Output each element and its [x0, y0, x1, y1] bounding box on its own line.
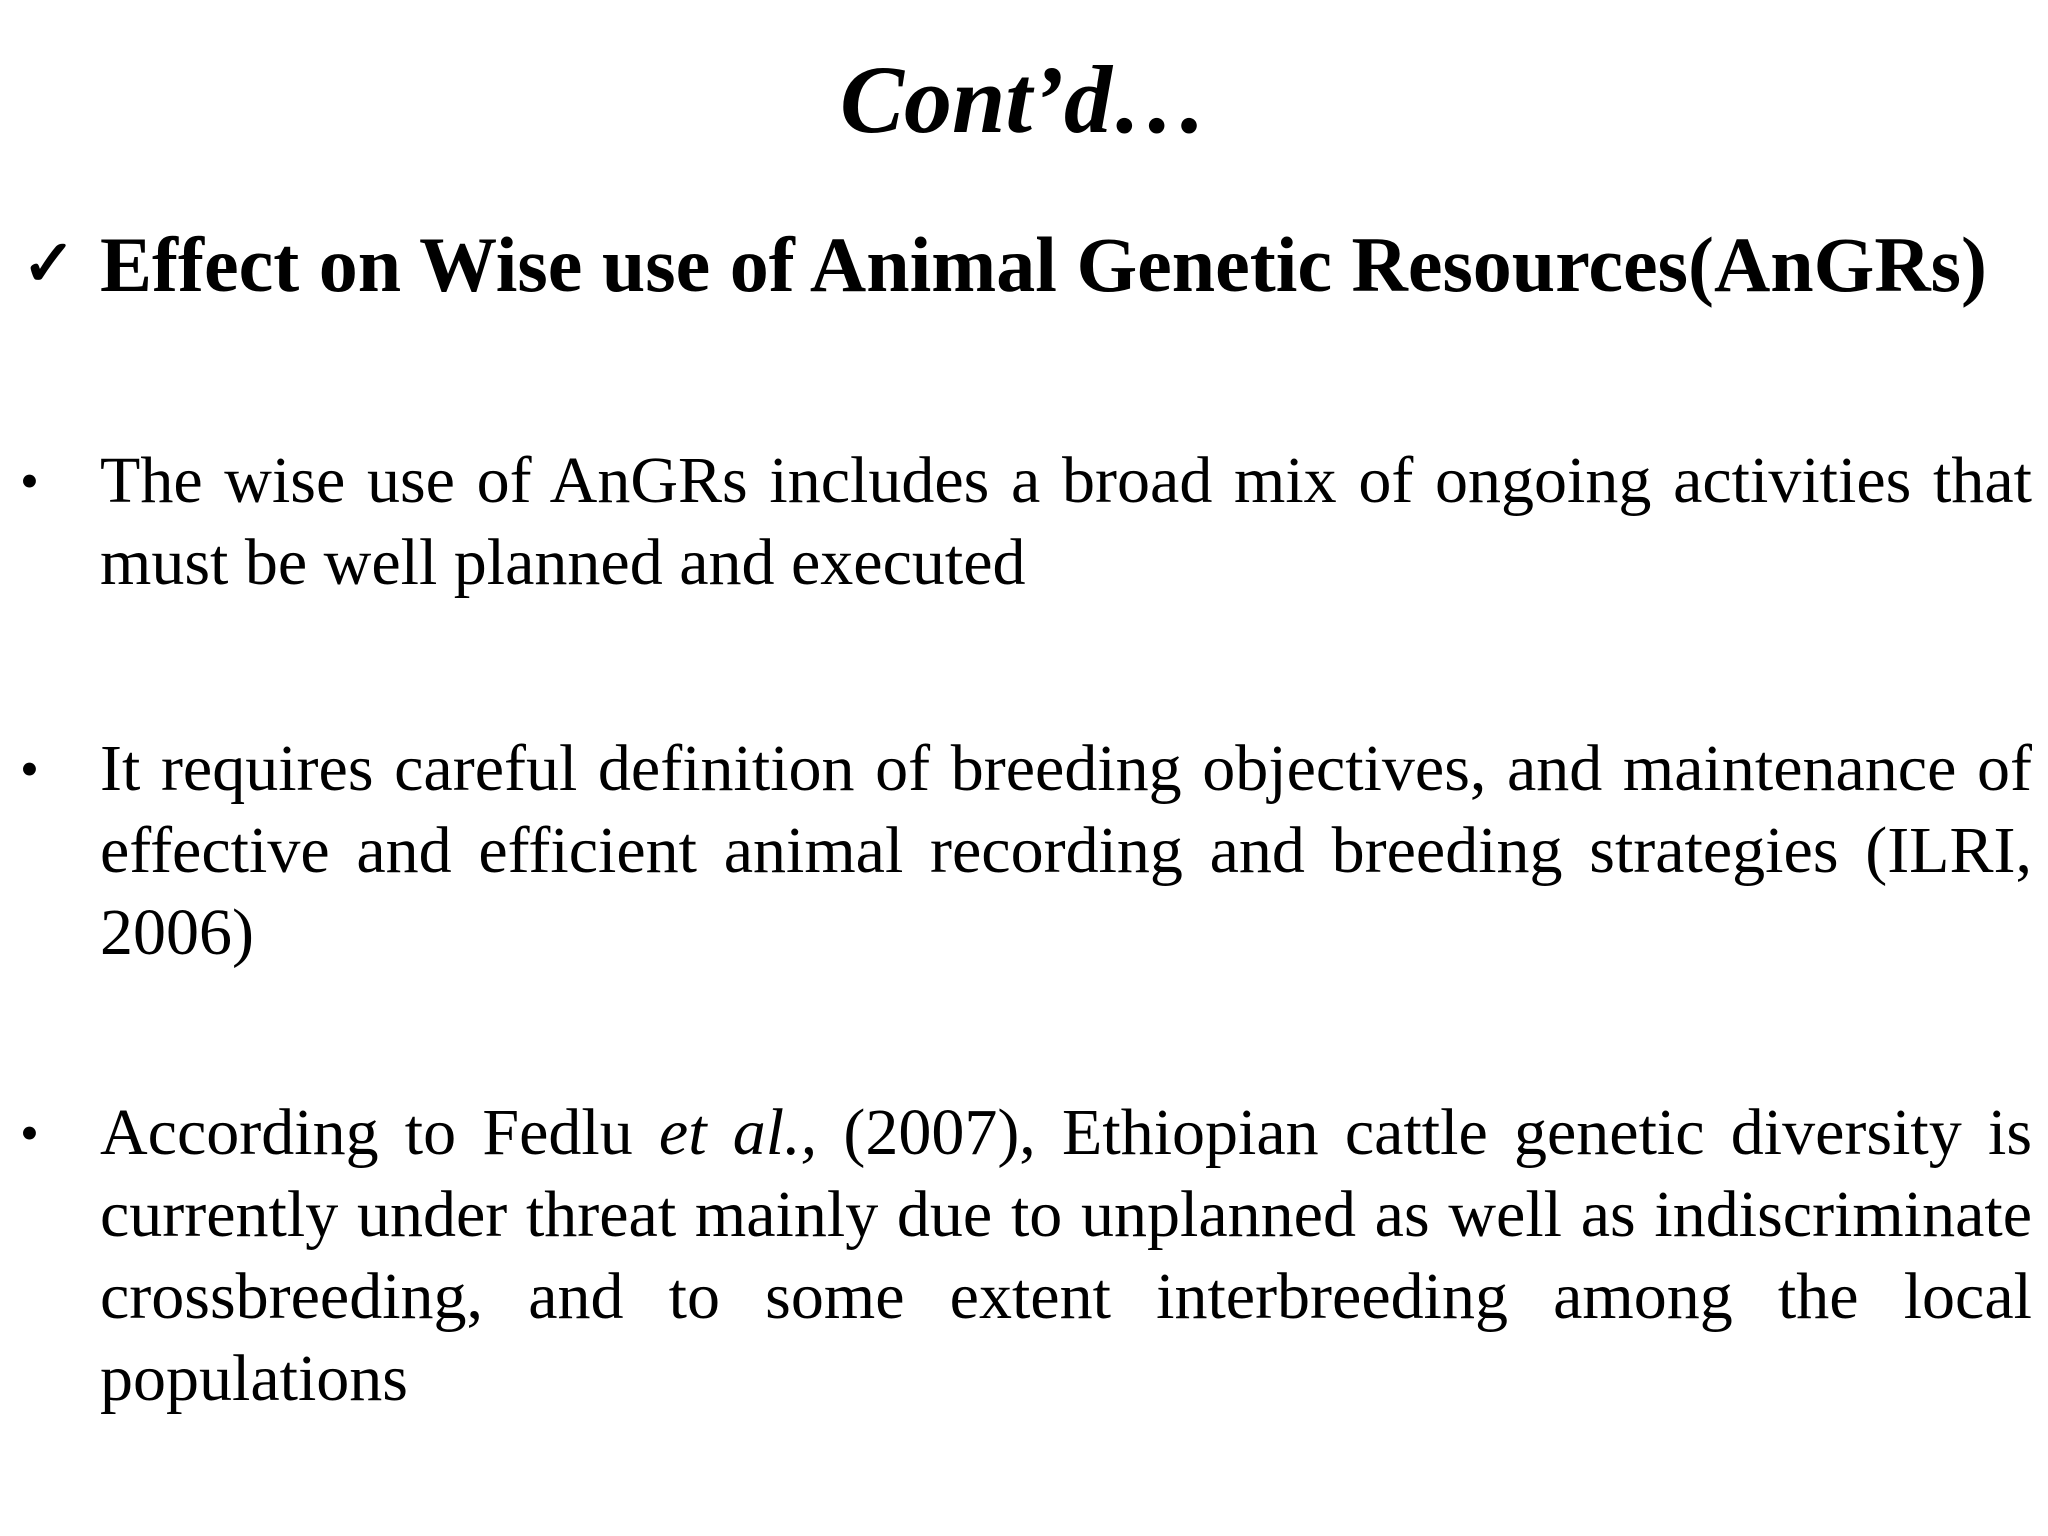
bullet-item	[20, 728, 2032, 974]
section-heading	[22, 222, 2032, 308]
bullet-text-prefix: According to Fedlu	[100, 1096, 659, 1169]
bullet-icon: •	[20, 1103, 39, 1163]
bullet-text: The wise use of AnGRs includes a broad mix of ongoing activities that must be well planned and executed	[100, 444, 2032, 599]
bullet-item	[20, 440, 2032, 604]
bullet-item	[20, 1092, 2032, 1420]
citation-et-al: et al.,	[658, 1096, 818, 1169]
section-heading-text: Effect on Wise use of Animal Genetic Resources(AnGRs)	[100, 221, 1988, 308]
bullet-icon: •	[20, 451, 39, 511]
slide-title: Cont’d…	[839, 46, 1209, 153]
checkmark-icon: ✓	[22, 228, 76, 299]
bullet-text: It requires careful definition of breeding objectives, and maintenance of effective and efficient animal recording and breeding strategies (ILRI, 2006)	[100, 732, 2032, 969]
bullet-icon: •	[20, 739, 39, 799]
bullet-text-suffix: (2007), Ethiopian cattle genetic diversity is currently under threat mainly due to unplanned as well as indiscriminate crossbreeding, and to some extent interbreeding among the local populations	[100, 1096, 2032, 1415]
